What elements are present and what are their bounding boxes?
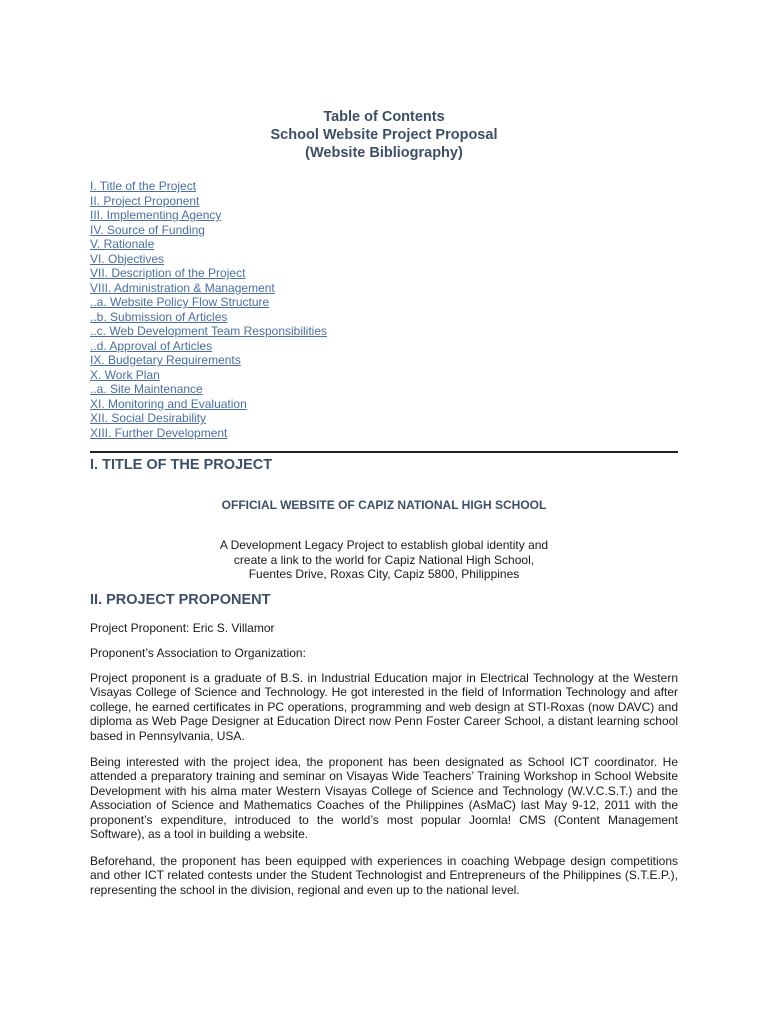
description-line: A Development Legacy Project to establish global identity and (219, 538, 549, 552)
section-heading-proponent: II. PROJECT PROPONENT (90, 592, 271, 608)
toc-link[interactable]: IV. Source of Funding (90, 222, 205, 237)
project-description (0, 538, 768, 582)
toc-heading-line: School Website Project Proposal (270, 127, 498, 143)
toc-link[interactable]: ..a. Website Policy Flow Structure (90, 295, 270, 309)
description-line: Fuentes Drive, Roxas City, Capiz 5800, Philippines (248, 567, 520, 581)
toc-link[interactable]: ..c. Web Development Team Responsibilities (90, 324, 327, 338)
body-paragraph: Being interested with the project idea, the proponent has been designated as School ICT coordinator. He attended a preparatory training and seminar on Visayas Wide Teachers’ Training Workshop in School Website Development with his alma mater Western Visayas College of Science and Technology (W.V.C.S.T.) and the Association of Science and Mathematics Coaches of the Philippines (AsMaC) last May 9-12, 2011 with the proponent’s expenditure, introduced to the world’s most popular Joomla! CMS (Content Management Software), as a tool in building a website. (90, 755, 678, 842)
body-paragraph: Beforehand, the proponent has been equipped with experiences in coaching Webpage design competitions and other ICT related contests under the Student Technologist and Entrepreneurs of the Philippines (S.T.E.P.), representing the school in the division, regional and even up to the national level. (90, 854, 678, 897)
toc-link[interactable]: X. Work Plan (90, 367, 160, 382)
toc-heading-line: (Website Bibliography) (305, 145, 463, 161)
toc-link[interactable]: VI. Objectives (90, 251, 165, 266)
proponent-association: Proponent’s Association to Organization: (90, 646, 306, 660)
toc-link[interactable]: XIII. Further Development (90, 425, 228, 440)
toc-heading (0, 108, 768, 162)
toc-link[interactable]: XI. Monitoring and Evaluation (90, 396, 247, 411)
toc-link[interactable]: III. Implementing Agency (90, 208, 222, 222)
body-paragraph: Project proponent is a graduate of B.S. in Industrial Education major in Electrical Technology at the Western Visayas College of Science and Technology. He got interested in the field of Information Technology and after college, he earned certificates in PC operations, programming and web design at STI-Roxas (now DAVC) and diploma as Web Page Designer at Education Direct now Penn Foster Career School, a distant learning school based in Pennsylvania, USA. (90, 671, 678, 743)
toc-link[interactable]: V. Rationale (90, 237, 155, 251)
section-heading-title: I. TITLE OF THE PROJECT (90, 457, 273, 473)
toc-list (90, 179, 327, 440)
toc-link[interactable]: IX. Budgetary Requirements (90, 353, 241, 367)
toc-link[interactable]: I. Title of the Project (90, 179, 197, 193)
toc-link[interactable]: VIII. Administration & Management (90, 280, 275, 295)
toc-link[interactable]: VII. Description of the Project (90, 266, 246, 280)
toc-link[interactable]: ..b. Submission of Articles (90, 309, 228, 324)
project-title: OFFICIAL WEBSITE OF CAPIZ NATIONAL HIGH SCHOOL (221, 498, 547, 512)
description-line: create a link to the world for Capiz National High School, (233, 552, 535, 567)
toc-link[interactable]: ..d. Approval of Articles (90, 338, 213, 353)
toc-link[interactable]: II. Project Proponent (90, 193, 200, 208)
proponent-name: Project Proponent: Eric S. Villamor (90, 621, 275, 635)
toc-heading-line: Table of Contents (323, 109, 445, 125)
toc-link[interactable]: ..a. Site Maintenance (90, 382, 203, 396)
section-divider (90, 451, 678, 453)
toc-link[interactable]: XII. Social Desirability (90, 411, 207, 425)
